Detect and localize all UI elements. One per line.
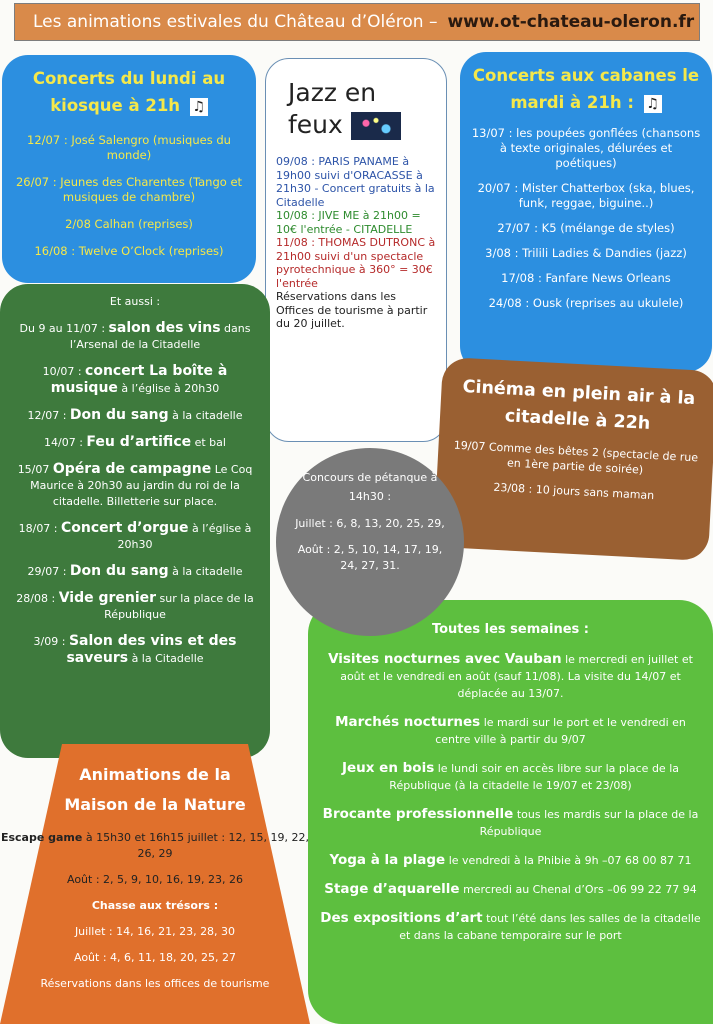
concerts-lundi-panel (2, 55, 256, 283)
nature-escape-aout: Août : 2, 5, 9, 10, 16, 19, 23, 26 (67, 873, 243, 886)
cabanes-item: 13/07 : les poupées gonflées (chansons à texte originales, délurées et poétiques) (471, 126, 701, 170)
nature-reservations: Réservations dans les offices de tourisme (40, 977, 270, 990)
cabanes-item: 24/08 : Ousk (reprises au ukulele) (488, 296, 684, 310)
concerts-cabanes-panel (460, 52, 712, 372)
petanque-juillet: Juillet : 6, 8, 13, 20, 25, 29, (295, 517, 445, 530)
semaines-item: Marchés nocturnes le mardi sur le port et le vendredi en centre ville à partir du 9/07 (335, 714, 686, 746)
nature-chasse: Chasse aux trésors : (91, 899, 219, 912)
cinema-panel (433, 357, 713, 561)
nature-escape: Escape game à 15h30 et 16h15 juillet : 12, 15, 19, 22, 26, 29 (0, 831, 310, 860)
semaines-item: Brocante professionnelle tous les mardis sur la place de la République (322, 806, 699, 838)
jazz-event-2: 10/08 : JIVE ME à 21h00 = 10€ l'entrée - CITADELLE (276, 209, 421, 236)
cinema-title: Cinéma en plein air à la citadelle à 22h (462, 377, 696, 434)
cabanes-item: 27/07 : K5 (mélange de styles) (497, 221, 675, 235)
petanque-aout: Août : 2, 5, 10, 14, 17, 19, 24, 27, 31. (297, 543, 443, 572)
aussi-item: 15/07 Opéra de campagne Le Coq Maurice à 20h30 au jardin du roi de la citadelle. Billetterie sur place. (17, 461, 253, 508)
music-note-icon: ♫ (190, 98, 208, 116)
nature-chasse-juillet: Juillet : 14, 16, 21, 23, 28, 30 (74, 925, 236, 938)
semaines-item: Visites nocturnes avec Vauban le mercredi en juillet et août et le vendredi en août (sauf 11/08). La visite du 14/07 et déplacée au 13/07. (328, 651, 693, 700)
maison-nature-panel (0, 752, 310, 1024)
aussi-item: Du 9 au 11/07 : salon des vins dans l’Arsenal de la Citadelle (19, 320, 251, 351)
toutes-les-semaines-panel (308, 600, 713, 1024)
semaines-heading: Toutes les semaines : (431, 622, 590, 637)
semaines-item: Yoga à la plage le vendredi à la Phibie à 9h –07 68 00 87 71 (329, 852, 692, 868)
music-note-icon: ♫ (644, 95, 662, 113)
lundi-item: 2/08 Calhan (reprises) (65, 217, 193, 231)
aussi-item: 3/09 : Salon des vins et des saveurs à la Citadelle (33, 633, 237, 666)
aussi-item: 12/07 : Don du sang à la citadelle (27, 407, 243, 423)
jazz-event-1: 09/08 : PARIS PANAME à 19h00 suivi d'ORACASSE à 21h30 - Concert gratuits à la Citadelle (276, 155, 435, 209)
cinema-item: 19/07 Comme des bêtes 2 (spectacle de rue en 1ère partie de soirée) (453, 438, 699, 477)
semaines-item: Jeux en bois le lundi soir en accès libre sur la place de la République (à la citadelle le 19/07 et 23/08) (341, 760, 679, 792)
aussi-item: 28/08 : Vide grenier sur la place de la République (16, 590, 254, 621)
jazz-reservations: Réservations dans les Offices de tourisme à partir du 20 juillet. (276, 290, 428, 330)
cabanes-item: 20/07 : Mister Chatterbox (ska, blues, funk, reggae, biguine..) (477, 181, 695, 210)
aussi-item: 29/07 : Don du sang à la citadelle (27, 563, 243, 579)
cinema-item: 23/08 : 10 jours sans maman (493, 480, 655, 503)
cabanes-item: 17/08 : Fanfare News Orleans (501, 271, 671, 285)
aussi-item: 18/07 : Concert d’orgue à l’église à 20h30 (18, 520, 252, 551)
aussi-item: 14/07 : Feu d’artifice et bal (44, 434, 226, 450)
petanque-panel (276, 448, 464, 636)
lundi-title: Concerts du lundi au kiosque à 21h ♫ (32, 69, 226, 115)
aussi-heading: Et aussi : (109, 295, 161, 308)
petanque-title: Concours de pétanque à 14h30 : (302, 471, 438, 503)
header-title: Les animations estivales du Château d’Oléron – (33, 12, 438, 32)
aussi-item: 10/07 : concert La boîte à musique à l’église à 20h30 (42, 363, 228, 396)
semaines-item: Des expositions d’art tout l’été dans les salles de la citadelle et dans la cabane temporaire sur le port (320, 910, 701, 942)
fireworks-icon (351, 112, 401, 140)
cabanes-title: Concerts aux cabanes le mardi à 21h : ♫ (472, 66, 700, 112)
jazz-en-feux-panel (265, 58, 447, 442)
lundi-item: 12/07 : José Salengro (musiques du monde) (27, 133, 231, 162)
jazz-title: Jazz en feux (288, 77, 436, 141)
nature-chasse-aout: Août : 4, 6, 11, 18, 20, 25, 27 (74, 951, 236, 964)
lundi-item: 16/08 : Twelve O’Clock (reprises) (34, 244, 224, 258)
cabanes-item: 3/08 : Trilili Ladies & Dandies (jazz) (485, 246, 687, 260)
jazz-event-3: 11/08 : THOMAS DUTRONC à 21h00 suivi d'un spectacle pyrotechnique à 360° = 30€ l'entrée (276, 236, 436, 290)
et-aussi-panel (0, 284, 270, 758)
header-url[interactable]: www.ot-chateau-oleron.fr (447, 12, 695, 32)
lundi-item: 26/07 : Jeunes des Charentes (Tango et musiques de chambre) (15, 175, 243, 204)
semaines-item: Stage d’aquarelle mercredi au Chenal d’Ors –06 99 22 77 94 (324, 881, 697, 897)
nature-title: Animations de la Maison de la Nature (64, 765, 246, 814)
header-banner (14, 3, 700, 41)
